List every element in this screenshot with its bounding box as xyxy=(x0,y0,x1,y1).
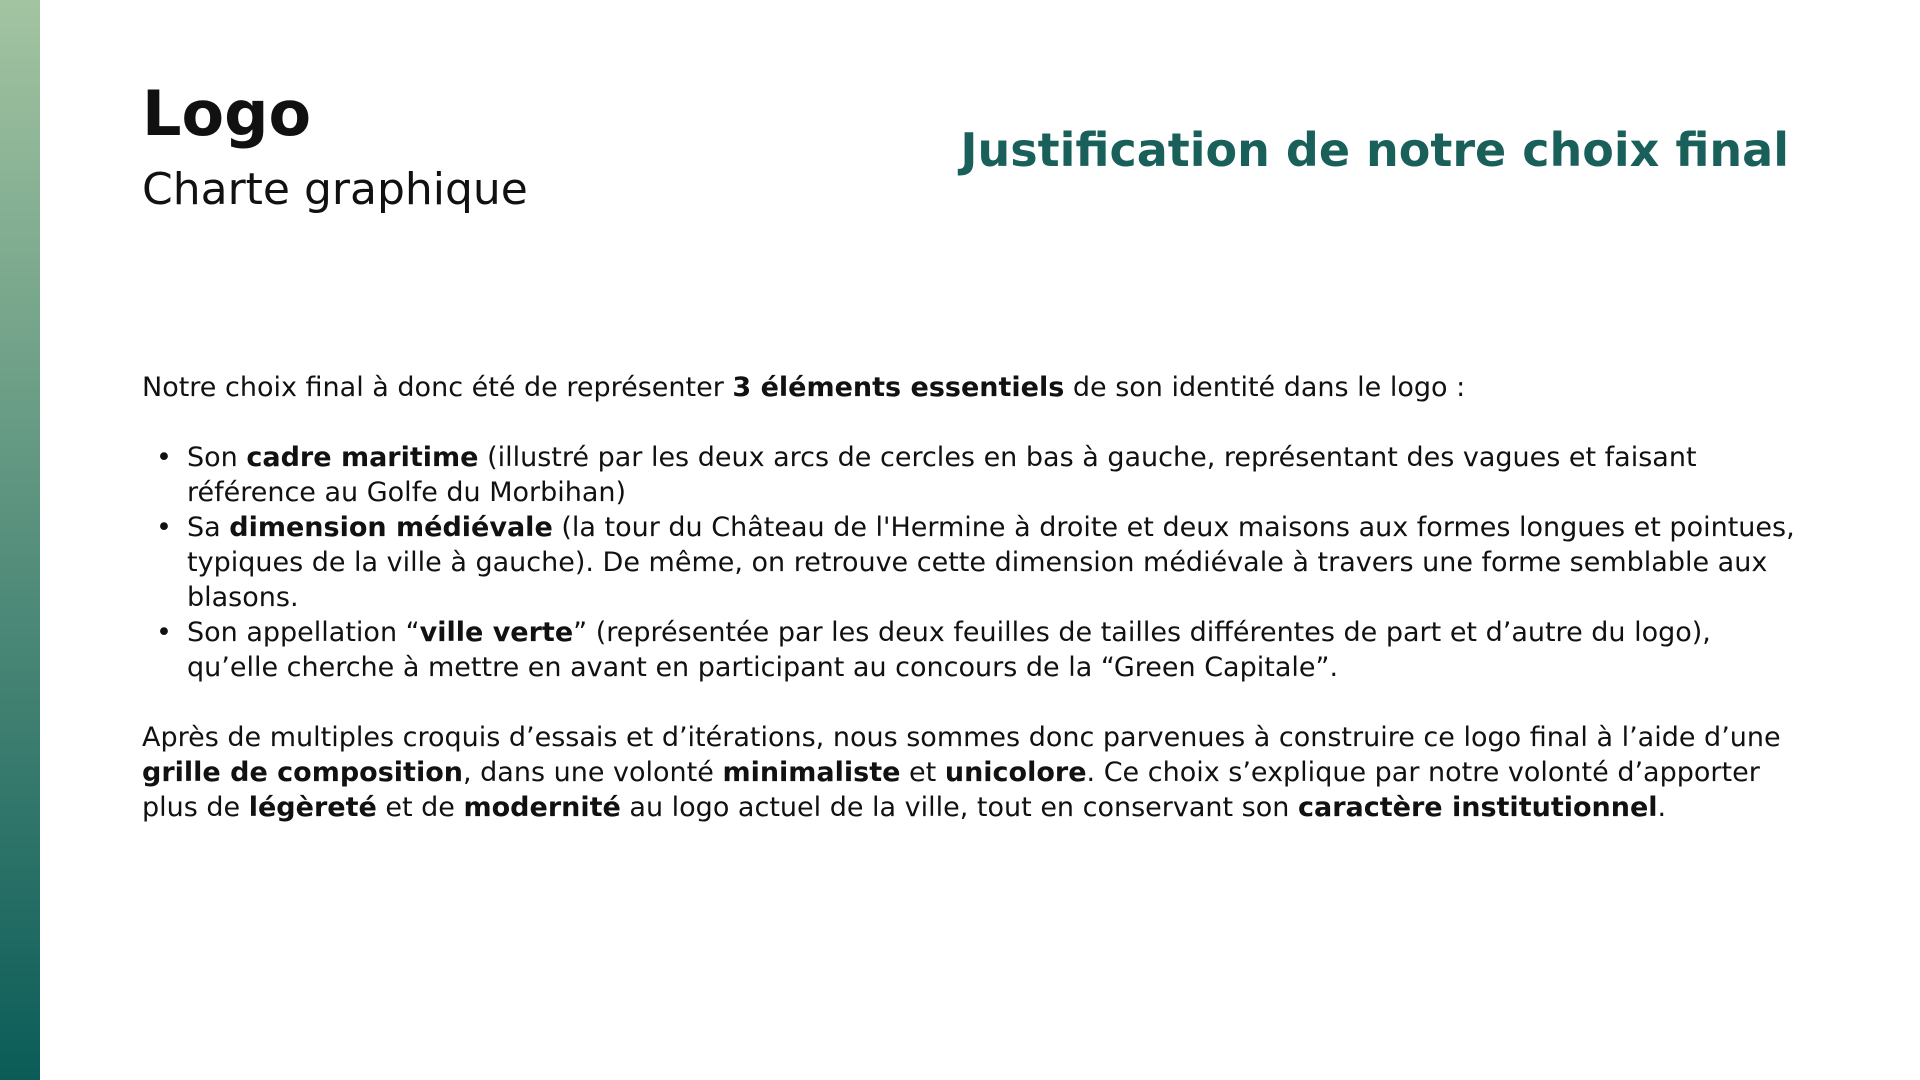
conclusion-emphasis: grille de composition xyxy=(142,757,463,788)
bullet-emphasis: ville verte xyxy=(419,617,574,648)
intro-text: Notre choix final à donc été de représenter xyxy=(142,372,733,403)
conclusion-text: au logo actuel de la ville, tout en conservant son xyxy=(620,792,1298,823)
bullet-text: Sa xyxy=(187,512,230,543)
bullet-list xyxy=(142,440,1807,685)
bullet-emphasis: dimension médiévale xyxy=(229,512,553,543)
bullet-item-medieval xyxy=(142,510,1807,615)
conclusion-emphasis: unicolore xyxy=(944,757,1087,788)
bullet-icon: • xyxy=(156,617,172,648)
bullet-item-green-city xyxy=(142,615,1807,685)
bullet-emphasis: cadre maritime xyxy=(246,442,479,473)
side-gradient-bar xyxy=(0,0,40,1080)
section-heading: Justification de notre choix final xyxy=(960,123,1789,177)
conclusion-emphasis: légèreté xyxy=(248,792,377,823)
conclusion-emphasis: modernité xyxy=(463,792,621,823)
bullet-text: Son xyxy=(187,442,247,473)
conclusion-text: Après de multiples croquis d’essais et d’itérations, nous sommes donc parvenues à construire ce logo final à l’aide d’une xyxy=(142,722,1781,753)
conclusion-text: et xyxy=(900,757,945,788)
bullet-text: ” (représentée par les deux feuilles de tailles différentes de part et d’autre du logo), qu’elle cherche à mettre en avant en participant au concours de la “Green Capitale”. xyxy=(187,617,1711,683)
conclusion-emphasis: minimaliste xyxy=(722,757,901,788)
bullet-item-maritime xyxy=(142,440,1807,510)
intro-paragraph xyxy=(142,370,1807,405)
bullet-icon: • xyxy=(156,512,172,543)
conclusion-paragraph xyxy=(142,720,1807,825)
bullet-text: (illustré par les deux arcs de cercles en bas à gauche, représentant des vagues et faisant référence au Golfe du Morbihan) xyxy=(187,442,1697,508)
conclusion-text: . Ce choix s’explique par notre volonté d’apporter plus de xyxy=(142,757,1760,823)
conclusion-text: . xyxy=(1657,792,1667,823)
conclusion-text: et de xyxy=(376,792,464,823)
conclusion-text: , dans une volonté xyxy=(462,757,723,788)
page-subtitle: Charte graphique xyxy=(142,164,528,215)
conclusion-emphasis: caractère institutionnel xyxy=(1297,792,1658,823)
body-text xyxy=(142,370,1807,825)
bullet-icon: • xyxy=(156,442,172,473)
intro-emphasis: 3 éléments essentiels xyxy=(732,372,1065,403)
page-title: Logo xyxy=(142,77,312,150)
bullet-text: Son appellation “ xyxy=(187,617,420,648)
intro-text: de son identité dans le logo : xyxy=(1064,372,1466,403)
bullet-text: (la tour du Château de l'Hermine à droite et deux maisons aux formes longues et pointues, typiques de la ville à gauche). De même, on retrouve cette dimension médiévale à travers une forme semblable aux blasons. xyxy=(187,512,1795,613)
